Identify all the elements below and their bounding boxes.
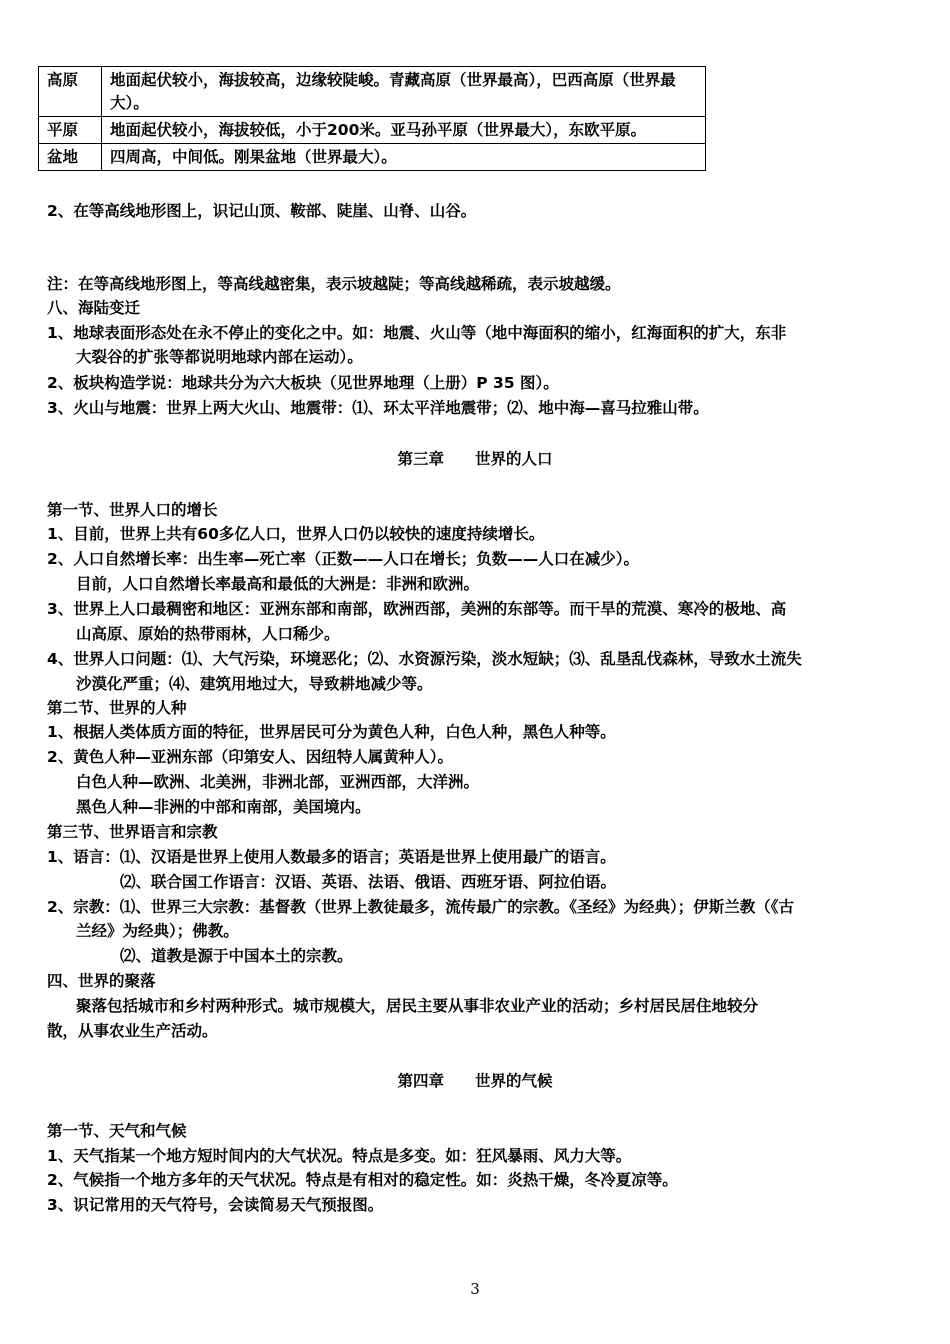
- text-line: 2、板块构造学说：地球共分为六大板块（见世界地理（上册）P 35 图）。: [47, 374, 559, 392]
- landform-term: 盆地: [39, 144, 102, 171]
- landform-description: 四周高，中间低。刚果盆地（世界最大）。: [102, 144, 706, 171]
- text-line: ⑵、道教是源于中国本土的宗教。: [120, 947, 353, 965]
- chapter-title: 第四章 世界的气候: [397, 1072, 553, 1090]
- section-heading: 四、世界的聚落: [47, 972, 156, 990]
- page-number: 3: [470, 1280, 480, 1298]
- text-line: 2、黄色人种—亚洲东部（印第安人、因纽特人属黄种人）。: [47, 748, 454, 766]
- text-line: 聚落包括城市和乡村两种形式。城市规模大，居民主要从事非农业产业的活动；乡村居民居住地较分: [76, 997, 759, 1015]
- text-line: 2、人口自然增长率：出生率—死亡率（正数——人口在增长；负数——人口在减少）。: [47, 550, 640, 568]
- text-line: 3、世界上人口最稠密和地区：亚洲东部和南部，欧洲西部，美洲的东部等。而干旱的荒漠、寒冷的极地、高: [47, 600, 787, 618]
- landform-term: 高原: [39, 67, 102, 117]
- text-line: 山高原、原始的热带雨林，人口稀少。: [76, 625, 340, 643]
- text-line: 散，从事农业生产活动。: [47, 1022, 218, 1040]
- table-row: [39, 144, 706, 171]
- text-line: 2、气候指一个地方多年的天气状况。特点是有相对的稳定性。如：炎热干燥，冬冷夏凉等。: [47, 1171, 678, 1189]
- text-line: 大裂谷的扩张等都说明地球内部在运动）。: [76, 348, 363, 366]
- text-line: 3、火山与地震：世界上两大火山、地震带：⑴、环太平洋地震带；⑵、地中海—喜马拉雅山带。: [47, 399, 709, 417]
- chapter-title: 第三章 世界的人口: [397, 450, 553, 468]
- text-line: 1、根据人类体质方面的特征，世界居民可分为黄色人种，白色人种，黑色人种等。: [47, 723, 616, 741]
- section-heading: 第二节、世界的人种: [47, 699, 187, 717]
- landform-term: 平原: [39, 117, 102, 144]
- text-line: 沙漠化严重；⑷、建筑用地过大，导致耕地减少等。: [76, 675, 433, 693]
- section-heading: 第一节、世界人口的增长: [47, 501, 218, 519]
- text-line: 4、世界人口问题：⑴、大气污染，环境恶化；⑵、水资源污染，淡水短缺；⑶、乱垦乱伐森林，导致水土流失: [47, 650, 802, 668]
- table-row: [39, 67, 706, 117]
- section-heading: 第一节、天气和气候: [47, 1122, 187, 1140]
- text-line: 2、宗教：⑴、世界三大宗教：基督教（世界上教徒最多，流传最广的宗教。《圣经》为经典）；伊斯兰教（《古: [47, 898, 795, 916]
- section-heading: 第三节、世界语言和宗教: [47, 823, 218, 841]
- text-line: 目前，人口自然增长率最高和最低的大洲是：非洲和欧洲。: [76, 575, 480, 593]
- text-line: ⑵、联合国工作语言：汉语、英语、法语、俄语、西班牙语、阿拉伯语。: [120, 873, 617, 891]
- section-heading: 八、海陆变迁: [47, 299, 141, 317]
- text-line: 2、在等高线地形图上，识记山顶、鞍部、陡崖、山脊、山谷。: [47, 202, 477, 220]
- text-line: 1、地球表面形态处在永不停止的变化之中。如：地震、火山等（地中海面积的缩小，红海面积的扩大，东非: [47, 324, 787, 342]
- text-line: 1、语言：⑴、汉语是世界上使用人数最多的语言；英语是世界上使用最广的语言。: [47, 848, 616, 866]
- table-row: [39, 117, 706, 144]
- text-line: 兰经》为经典）；佛教。: [76, 922, 239, 940]
- text-line: 白色人种—欧洲、北美洲，非洲北部，亚洲西部，大洋洲。: [76, 773, 480, 791]
- text-line: 3、识记常用的天气符号，会读简易天气预报图。: [47, 1196, 384, 1214]
- landform-description: 地面起伏较小，海拔较高，边缘较陡峻。青藏高原（世界最高），巴西高原（世界最大）。: [102, 67, 706, 117]
- text-line: 黑色人种—非洲的中部和南部，美国境内。: [76, 798, 371, 816]
- note-line: 注：在等高线地形图上，等高线越密集，表示坡越陡；等高线越稀疏，表示坡越缓。: [47, 275, 621, 293]
- landform-description: 地面起伏较小，海拔较低，小于200米。亚马孙平原（世界最大），东欧平原。: [102, 117, 706, 144]
- text-line: 1、天气指某一个地方短时间内的大气状况。特点是多变。如：狂风暴雨、风力大等。: [47, 1147, 632, 1165]
- text-line: 1、目前，世界上共有60多亿人口，世界人口仍以较快的速度持续增长。: [47, 525, 545, 543]
- landform-table: [38, 66, 706, 171]
